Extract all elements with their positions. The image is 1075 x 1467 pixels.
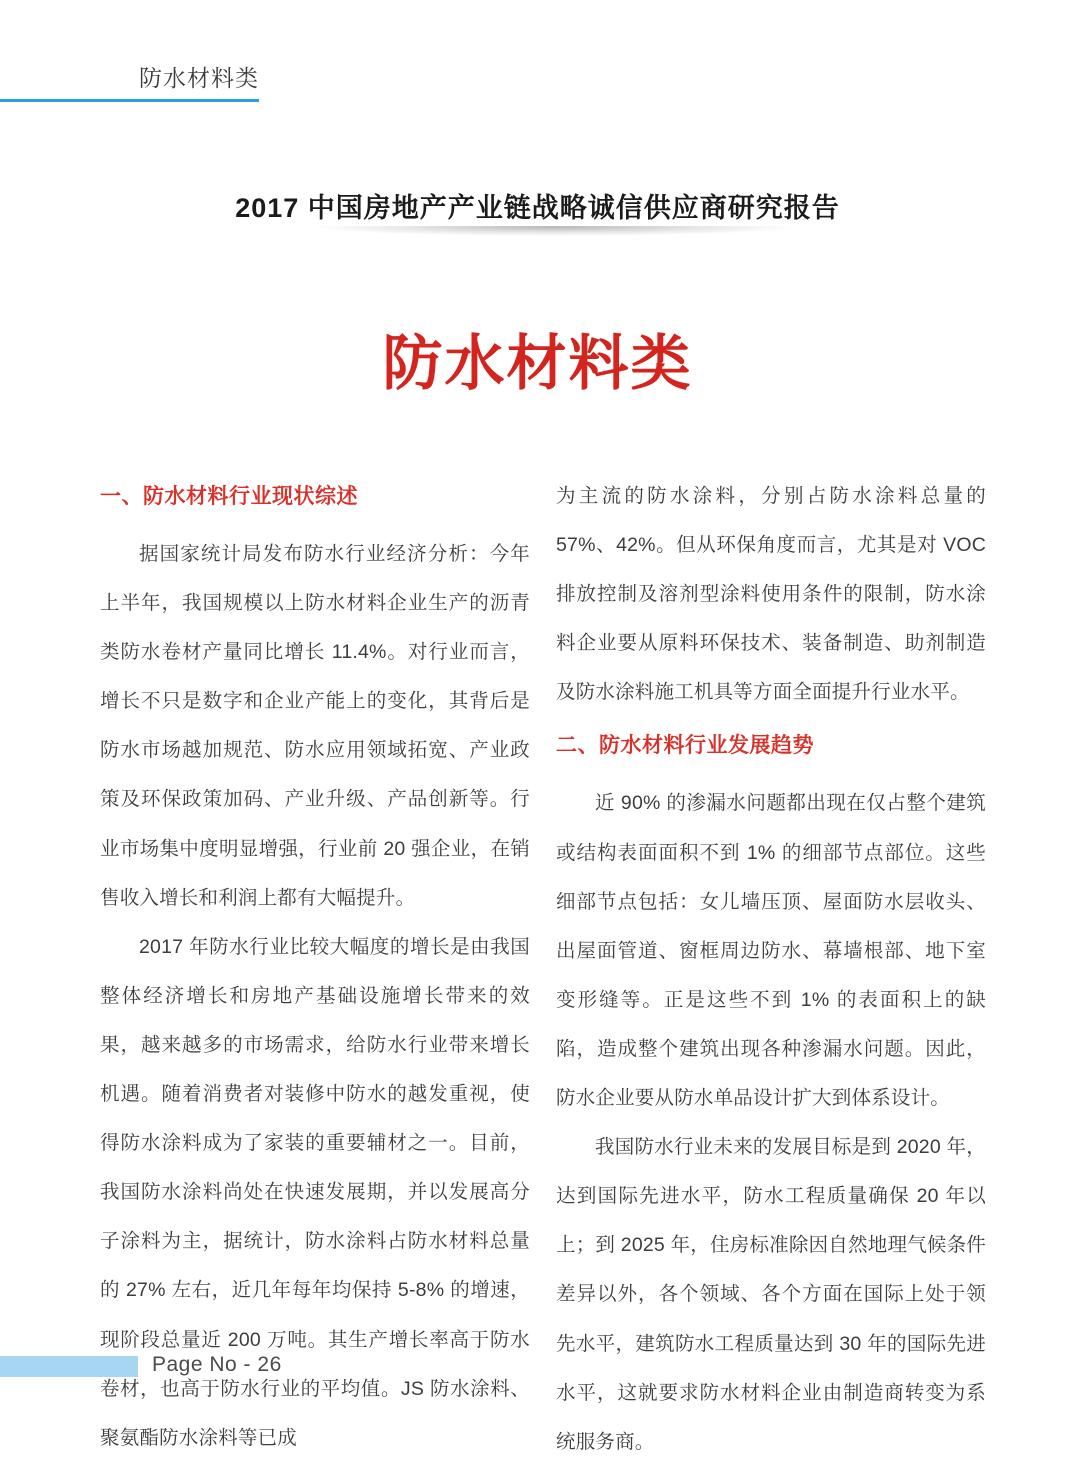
- running-header-text: 防水材料类: [139, 65, 259, 91]
- section-1-heading: 一、防水材料行业现状综述: [100, 485, 358, 508]
- right-column: [556, 472, 986, 1467]
- header-accent-rule: [0, 99, 259, 102]
- report-title: 2017 中国房地产产业链战略诚信供应商研究报告: [235, 193, 840, 223]
- paragraph: 近 90% 的渗漏水问题都出现在仅占整个建筑或结构表面面积不到 1% 的细部节点部位。这些细部节点包括：女儿墙压顶、屋面防水层收头、出屋面管道、窗框周边防水、幕墙根部、地下室变形缝等。正是这些不到 1% 的表面积上的缺陷，造成整个建筑出现各种渗漏水问题。因此，防水企业要从防水单品设计扩大到体系设计。: [556, 792, 986, 1110]
- chapter-title: 防水材料类: [382, 329, 693, 399]
- paragraph: 2017 年防水行业比较大幅度的增长是由我国整体经济增长和房地产基础设施增长带来的效果，越来越多的市场需求，给防水行业带来增长机遇。随着消费者对装修中防水的越发重视，使得防水涂料成为了家装的重要辅材之一。目前，我国防水涂料尚处在快速发展期，并以发展高分子涂料为主，据统计，防水涂料占防水材料总量的 27% 左右，近几年每年均保持 5-8% 的增速，现阶段总量近 200 万吨。其生产增长率高于防水卷材，也高于防水行业的平均值。JS 防水涂料、聚氨酯防水涂料等已成: [100, 935, 530, 1449]
- two-column-body: [100, 472, 986, 1467]
- paragraph-continuation: 为主流的防水涂料，分别占防水涂料总量的 57%、42%。但从环保角度而言，尤其是对 VOC 排放控制及溶剂型涂料使用条件的限制，防水涂料企业要从原料环保技术、装备制造、助剂制造及防水涂料施工机具等方面全面提升行业水平。: [556, 485, 986, 704]
- page-number: Page No - 26: [152, 1353, 282, 1376]
- paragraph: 据国家统计局发布防水行业经济分析：今年上半年，我国规模以上防水材料企业生产的沥青类防水卷材产量同比增长 11.4%。对行业而言，增长不只是数字和企业产能上的变化，其背后是防水市场越加规范、防水应用领域拓宽、产业政策及环保政策加码、产业升级、产品创新等。行业市场集中度明显增强，行业前 20 强企业，在销售收入增长和利润上都有大幅提升。: [100, 543, 530, 909]
- section-2-heading: 二、防水材料行业发展趋势: [556, 734, 814, 758]
- title-shadow-divider: [230, 226, 878, 239]
- footer-accent-bar: [0, 1356, 138, 1377]
- left-column: [100, 472, 530, 1467]
- running-header: [0, 60, 259, 93]
- paragraph: 我国防水行业未来的发展目标是到 2020 年，达到国际先进水平，防水工程质量确保 20 年以上；到 2025 年，住房标准除因自然地理气候条件差异以外，各个领域、各个方面在国际上处于领先水平，建筑防水工程质量达到 30 年的国际先进水平，这就要求防水材料企业由制造商转变为系统服务商。: [556, 1136, 986, 1453]
